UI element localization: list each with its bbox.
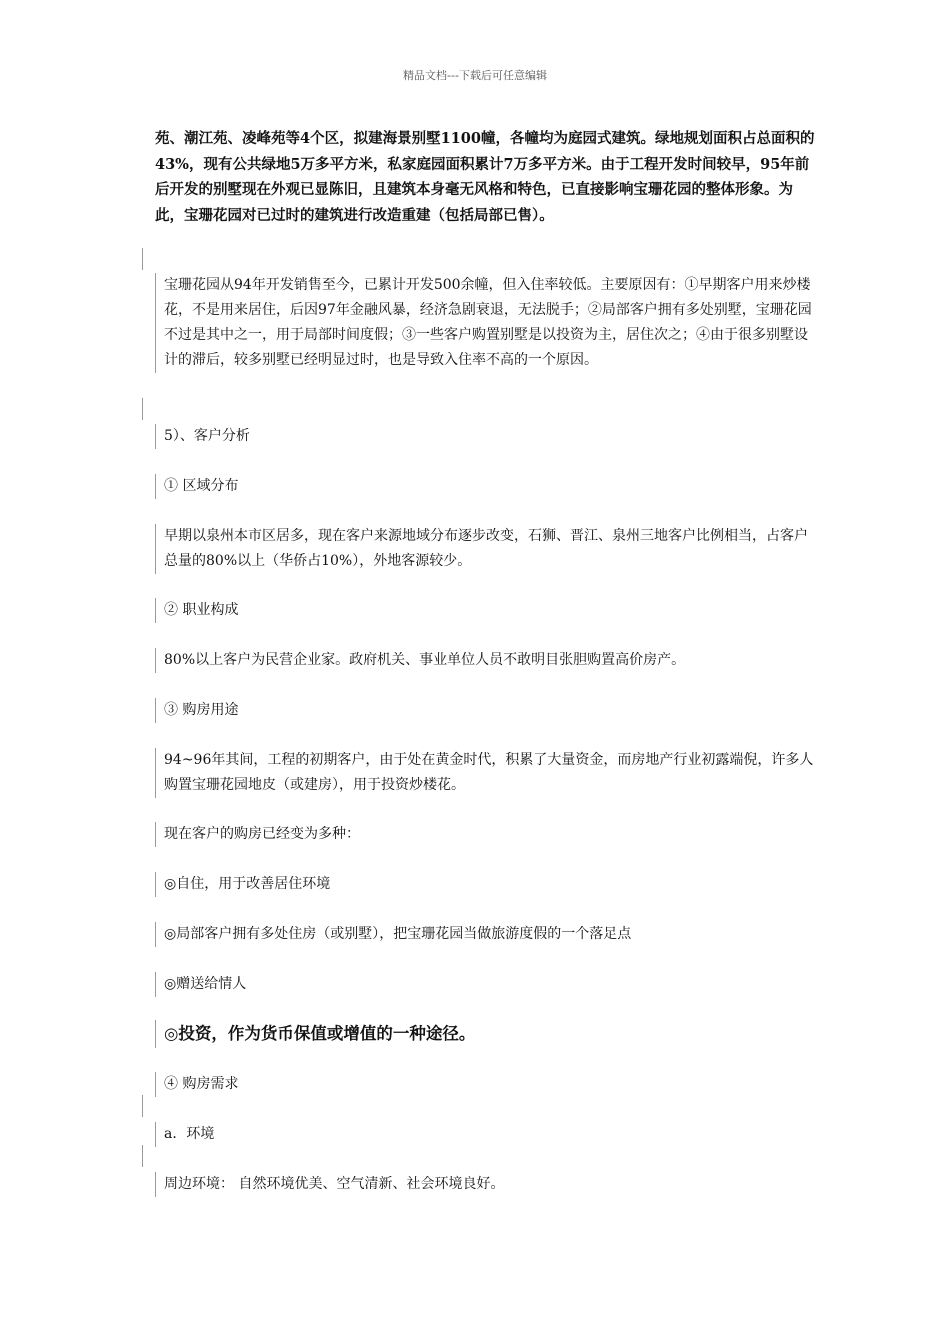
intro-paragraph: 苑、潮江苑、凌峰苑等4个区，拟建海景别墅1100幢，各幢均为庭园式建筑。绿地规划面积占总面积的43%，现有公共绿地5万多平方米，私家庭园面积累计7万多平方米。由于工程开发时间较早，95年前后开发的别墅现在外观已显陈旧，且建筑本身毫无风格和特色，已直接影响宝珊花园的整体形象。为此，宝珊花园对已过时的建筑进行改造重建（包括局部已售）。 [155,130,815,224]
paragraph-occupancy: 宝珊花园从94年开发销售至今，已累计开发500余幢，但入住率较低。主要原因有：①早期客户用来炒楼花，不是用来居住，后因97年金融风暴，经济急剧衰退，无法脱手；②局部客户拥有多处别墅，宝珊花园不过是其中之一，用于局部时间度假；③一些客户购置别墅是以投资为主，居住次之；④由于很多别墅设计的滞后，较多别墅已经明显过时，也是导致入住率不高的一个原因。 [155,273,814,373]
paragraph-occupation: 80%以上客户为民营企业家。政府机关、事业单位人员不敢明目张胆购置高价房产。 [155,648,814,673]
subheading-purpose: ③ 购房用途 [155,698,814,723]
subheading-environment: a．环境 [155,1122,814,1147]
section-heading-customer-analysis: 5）、客户分析 [155,424,814,449]
paragraph-purpose: 94~96年其间，工程的初期客户，由于处在黄金时代，积累了大量资金，而房地产行业初露端倪，许多人购置宝珊花园地皮（或建房），用于投资炒楼花。 [155,748,814,798]
paragraph-region: 早期以泉州本市区居多，现在客户来源地域分布逐步改变，石狮、晋江、泉州三地客户比例相当，占客户总量的80%以上（华侨占10%），外地客源较少。 [155,524,814,574]
paragraph-purpose-intro: 现在客户的购房已经变为多种： [155,822,814,847]
margin-rule [142,1095,143,1117]
list-item-vacation: ◎局部客户拥有多处住房（或别墅），把宝珊花园当做旅游度假的一个落足点 [155,922,814,947]
subheading-demand: ④ 购房需求 [155,1072,814,1097]
list-item-investment: ◎投资，作为货币保值或增值的一种途径。 [155,1020,814,1048]
subheading-region: ① 区域分布 [155,474,814,499]
list-item-self-use: ◎自住，用于改善居住环境 [155,872,814,897]
margin-rule [142,1145,143,1167]
subheading-occupation: ② 职业构成 [155,598,814,623]
list-item-gift: ◎赠送给情人 [155,972,814,997]
page-header: 精品文档---下载后可任意编辑 [403,69,547,82]
margin-rule [142,248,143,270]
margin-rule [142,398,143,420]
paragraph-environment: 周边环境： 自然环境优美、空气清新、社会环境良好。 [155,1172,814,1197]
